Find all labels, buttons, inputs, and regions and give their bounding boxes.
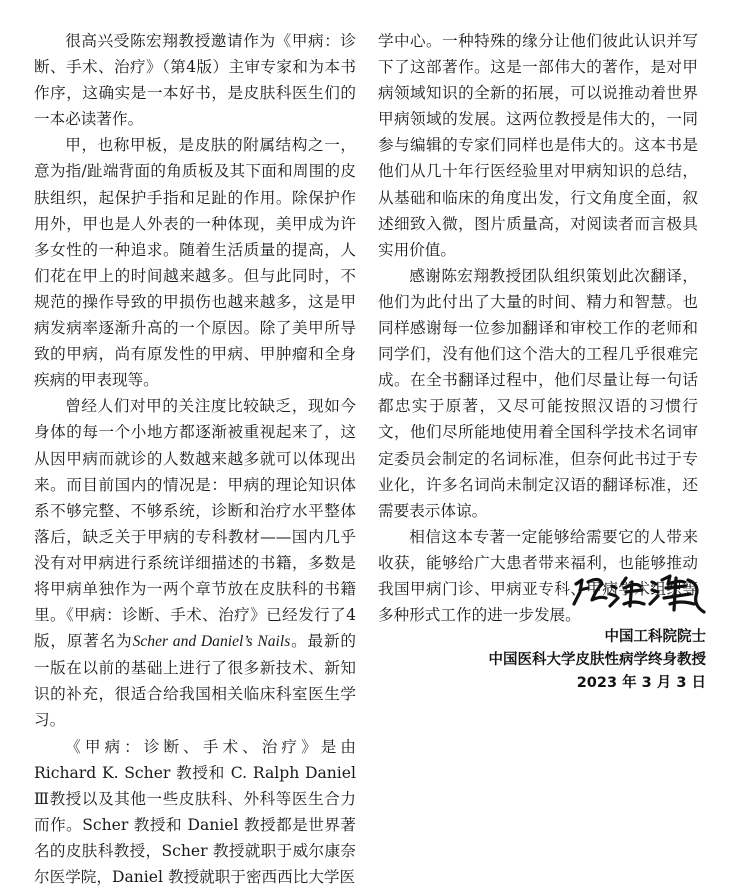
paragraph-nail-definition: 甲，也称甲板，是皮肤的附属结构之一，意为指/趾端背面的角质板及其下面和周围的皮肤组织，起保护手指和足趾的作用。除保护作用外，甲也是人外表的一种体现，美甲成为许多女性的一种追求。随着生活质量的提高，人们花在甲上的时间越来越多。但与此同时，不规范的操作导致的甲损伤也越来越多，这是甲病发病率逐渐升高的一个原因。除了美甲所导致的甲病，尚有原发性的甲病、甲肿瘤和全身疾病的甲表现等。 — [34, 136, 356, 390]
paragraph-domestic-situation-text: 曾经人们对甲的关注度比较缺乏，现如今身体的每一个小地方都逐渐被重视起来了，这从因甲病而就诊的人数越来越多就可以体现出来。而目前国内的情况是：甲病的理论知识体系不够完整、不够系统，诊断和治疗水平整体落后，缺乏关于甲病的专科教材——国内几乎没有对甲病进行系统详细描述的书籍，多数是将甲病单独作为一两个章节放在皮肤科的书籍里。《甲病：诊断、手术、治疗》已经发行了4版，原著名为 — [34, 397, 356, 651]
paragraph-authors-continued: 学中心。一种特殊的缘分让他们彼此认识并写下了这部著作。这是一部伟大的著作，是对甲病领域知识的全新的拓展，可以说推动着世界甲病领域的发展。这两位教授是伟大的，一同参与编辑的专家们同样也是伟大的。这本书是他们从几十年行医经验里对甲病知识的总结，从基础和临床的角度出发，行文角度全面，叙述细致入微，图片质量高，对阅读者而言极具实用价值。 — [378, 32, 698, 259]
paragraph-acknowledgements: 感谢陈宏翔教授团队组织策划此次翻译，他们为此付出了大量的时间、精力和智慧。也同样感谢每一位参加翻译和审校工作的老师和同学们，没有他们这个浩大的工程几乎很难完成。在全书翻译过程中，他们尽量让每一句话都忠实于原著，又尽可能按照汉语的习惯行文，他们尽所能地使用着全国科学技术名词审定委员会制定的名词标准，但奈何此书过于专业化，许多名词尚未制定汉语的翻译标准，还需要表示体谅。 — [378, 266, 698, 520]
paragraph-intro: 很高兴受陈宏翔教授邀请作为《甲病：诊断、手术、治疗》（第4版）主审专家和为本书作序，这确实是一本好书，是皮肤科医生们的一本必读著作。 — [34, 32, 356, 129]
preface-right-column — [378, 28, 698, 628]
handwritten-signature-icon — [566, 570, 716, 620]
signoff-title-academician: 中国工科院院士 — [604, 629, 706, 645]
signoff-title-professor: 中国医科大学皮肤性病学终身教授 — [488, 652, 706, 668]
signoff-block — [489, 626, 707, 695]
paragraph-closing: 相信这本专著一定能够给需要它的人带来收获，能够给广大患者带来福利，也能够推动我国甲病门诊、甲病亚专科、甲病学术组织等多种形式工作的进一步发展。 — [378, 527, 698, 625]
signoff-date: 2023 年 3 月 3 日 — [576, 675, 706, 691]
paragraph-authors: 《甲病：诊断、手术、治疗》是由 Richard K. Scher 教授和 C. Ralph Daniel Ⅲ教授以及其他一些皮肤科、外科等医生合力而作。Scher 教授和 Daniel 教授都是世界著名的皮肤科教授，Scher 教授就职于威尔康奈尔医学院，Daniel 教授就职于密西西比大学医 — [34, 737, 356, 886]
preface-left-column — [34, 28, 356, 890]
paragraph-domestic-situation — [34, 393, 356, 733]
original-title-italic: Scher and Daniel’s Nails — [132, 633, 291, 651]
paragraph-domestic-situation-tail: 。最新的一版在以前的基础上进行了很多新技术、新知识的补充，很适合给我国相关临床科室医生学习。 — [34, 632, 356, 730]
